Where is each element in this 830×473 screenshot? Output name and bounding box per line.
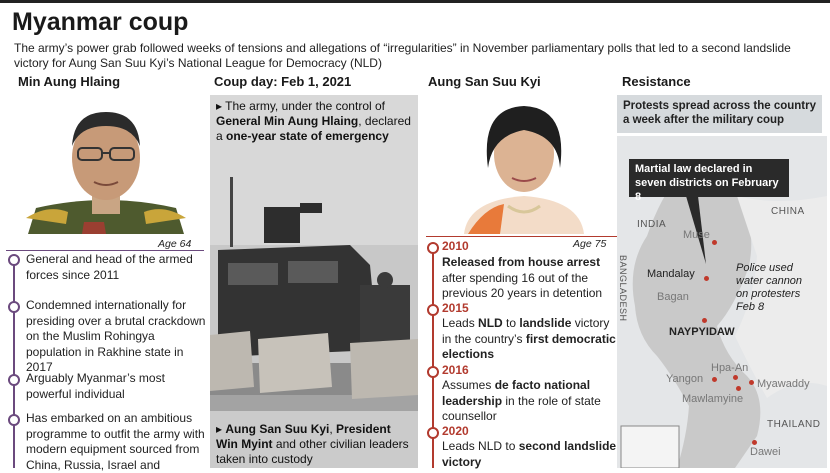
top-rule (0, 0, 830, 3)
city-dot-mawlamyine (736, 386, 741, 391)
map-label-china: CHINA (771, 206, 805, 217)
coup-caption-general: General Min Aung Hlaing (216, 114, 359, 128)
suu-event-2010 (442, 255, 617, 302)
city-dot-naypyidaw (702, 318, 707, 323)
suu-event-part: Leads NLD to (442, 439, 519, 453)
city-dot-dawei (752, 440, 757, 445)
min-fact-4: Has embarked on an ambitious programme to outfit the army with modern equipment sourced from China, Russia, Israel and (26, 411, 205, 472)
suu-age-label: Age 75 (573, 238, 607, 250)
suu-event-2020 (442, 439, 617, 470)
min-fact-1: General and head of the armed forces since 2011 (26, 252, 193, 282)
suu-event-part: de facto national leadership (442, 378, 591, 408)
map-label-bagan: Bagan (657, 291, 689, 303)
suu-event-part: Leads (442, 316, 479, 330)
min-age-label: Age 64 (158, 238, 192, 250)
map-label-dawei: Dawei (750, 446, 781, 458)
column-heading-coup-day: Coup day: Feb 1, 2021 (214, 74, 352, 89)
timeline-dot (8, 374, 20, 386)
min-aung-hlaing-portrait (8, 96, 204, 234)
coup-armored-vehicle-photo (210, 95, 418, 468)
city-dot-yangon (712, 377, 717, 382)
coup-caption-part: and other civilian leaders taken into custody (216, 437, 409, 466)
suu-event-2016 (442, 378, 617, 425)
column-heading-aung-san-suu-kyi: Aung San Suu Kyi (428, 74, 541, 89)
city-dot-muse (712, 240, 717, 245)
suu-timeline-rule (426, 236, 618, 237)
suu-event-part: after spending 16 out of the previous 20 years in detention (442, 270, 603, 300)
map-label-muse: Muse (683, 229, 710, 241)
column-heading-resistance: Resistance (622, 74, 691, 89)
timeline-dot (427, 427, 439, 439)
min-timeline-line (13, 258, 15, 468)
timeline-dot (8, 301, 20, 313)
suu-year-2016: 2016 (442, 363, 469, 377)
timeline-dot (8, 254, 20, 266)
suu-event-part: second landslide victory (442, 439, 617, 469)
suu-event-part: in the role of state counsellor (442, 393, 601, 423)
suu-event-2015 (442, 316, 617, 363)
timeline-dot (427, 366, 439, 378)
coup-caption-part: , declared a (216, 114, 411, 143)
map-label-myawaddy: Myawaddy (757, 378, 810, 390)
coup-caption-part: , (329, 422, 337, 436)
suu-event-part: to (502, 316, 520, 330)
coup-caption-part: The army, under the control of (225, 99, 385, 113)
coup-caption-president: President Win Myint (216, 422, 391, 451)
coup-caption-emergency: one-year state of emergency (226, 129, 389, 143)
min-fact-3: Arguably Myanmar’s most powerful individual (26, 371, 165, 401)
suu-event-part: victory in the country’s (442, 316, 610, 346)
map-label-yangon: Yangon (666, 373, 704, 385)
suu-year-2020: 2020 (442, 424, 469, 438)
suu-event-part: first democratic elections (442, 331, 616, 361)
map-label-hpaan: Hpa-An (711, 362, 749, 374)
police-water-cannon-note: Police used water cannon on protesters Feb 8 (736, 262, 803, 313)
timeline-dot (427, 242, 439, 254)
suu-event-part: Released from house arrest (442, 255, 601, 269)
map-label-naypyidaw: NAYPYIDAW (669, 326, 735, 338)
suu-year-2015: 2015 (442, 301, 469, 315)
min-fact-2: Condemned internationally for presiding over a brutal crackdown on the Muslim Rohingya population in Rakhine state in 2017 (26, 298, 206, 374)
map-label-thailand: THAILAND (767, 419, 821, 430)
coup-caption-top: ▸ The army, under the control of General Min Aung Hlaing, declared a one-year state of emergency (216, 99, 411, 143)
intro-text: The army’s power grab followed weeks of tensions and allegations of “irregularities” in November parliamentary polls that led to a second landslide victory for Aung San Suu Kyi’s National League for Democracy (NLD) (14, 41, 791, 70)
coup-caption-suu: Aung San Suu Kyi (225, 422, 330, 436)
page-title: Myanmar coup (12, 8, 189, 36)
timeline-dot (427, 304, 439, 316)
city-dot-mandalay (704, 276, 709, 281)
timeline-dot (8, 414, 20, 426)
suu-event-part: landslide (519, 316, 572, 330)
aung-san-suu-kyi-portrait (428, 96, 618, 234)
city-dot-hpaan (733, 375, 738, 380)
map-label-mawlamyine: Mawlamyine (682, 393, 744, 405)
suu-event-part: NLD (478, 316, 503, 330)
suu-event-part: Assumes (442, 378, 495, 392)
column-heading-min-aung-hlaing: Min Aung Hlaing (18, 74, 121, 89)
coup-caption-bottom: ▸ Aung San Suu Kyi, President Win Myint and other civilian leaders taken into custody (216, 422, 409, 466)
martial-law-callout: Martial law declared in seven districts on February 8 (629, 159, 789, 197)
suu-year-2010: 2010 (442, 239, 469, 253)
resistance-summary: Protests spread across the country a week after the military coup (623, 100, 817, 126)
map-label-bangladesh: BANGLADESH (618, 255, 628, 322)
map-label-india: INDIA (637, 219, 667, 230)
map-label-mandalay: Mandalay (647, 268, 695, 280)
city-dot-myawaddy (749, 380, 754, 385)
min-timeline-rule (6, 250, 204, 251)
